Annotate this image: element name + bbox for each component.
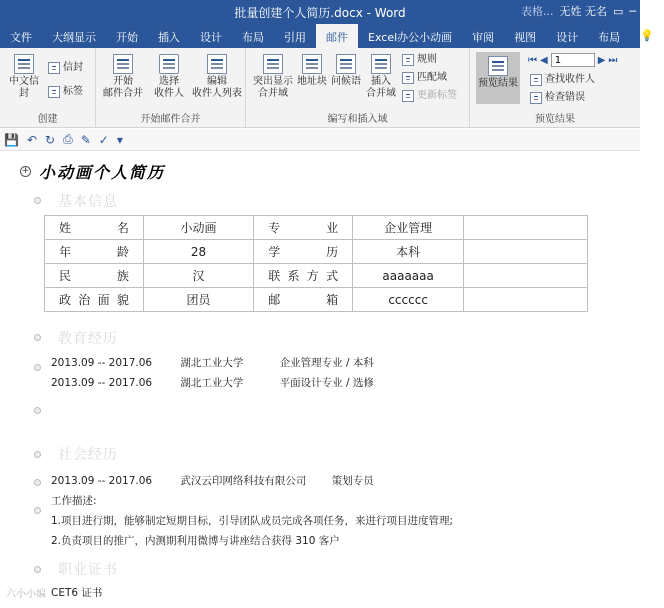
quick-access-toolbar [0, 129, 640, 151]
section-education: 教育经历 [58, 331, 118, 347]
find-icon [530, 74, 542, 86]
table-cell: 企业管理 [353, 216, 464, 240]
section-basic-info: 基本信息 [58, 194, 118, 210]
group-preview-label: 预览结果 [535, 114, 575, 125]
envelope-icon [14, 54, 34, 74]
select-recipients-button[interactable] [148, 54, 190, 100]
outline-bullet[interactable] [34, 507, 41, 514]
insert-label: 插入 [371, 76, 391, 87]
spelling-icon[interactable]: ✓ [98, 132, 109, 147]
document-area[interactable] [0, 152, 640, 608]
table-cell: cccccc [353, 288, 464, 312]
table-cell: 本科 [353, 240, 464, 264]
check-errors-icon [530, 92, 542, 104]
section-social: 社会经历 [58, 447, 118, 463]
tab-table-layout[interactable]: 布局 [598, 31, 621, 44]
education-item [51, 355, 374, 370]
recipients-label: 收件人 [154, 88, 184, 99]
check-errors-button[interactable] [530, 92, 585, 104]
table-cell: 28 [143, 240, 253, 264]
education-major: 平面设计专业 / 选修 [279, 377, 374, 389]
title-bar-right [521, 3, 636, 19]
edit-list-icon [207, 54, 227, 74]
match-fields-label: 匹配域 [417, 72, 447, 83]
minimize-icon[interactable]: ─ [629, 4, 636, 18]
outline-bullet[interactable] [34, 451, 41, 458]
edit-recipient-list-button[interactable] [192, 54, 242, 100]
tab-table-design[interactable]: 设计 [556, 31, 579, 44]
table-row [45, 216, 588, 240]
education-period: 2013.09 -- 2017.06 [51, 357, 153, 369]
title-bar [0, 0, 640, 24]
table-cell: 学历 [254, 240, 353, 264]
group-create-label: 创建 [37, 114, 58, 125]
table-row [45, 264, 588, 288]
insert-merge-field-button[interactable] [364, 54, 398, 100]
table-cell: 邮箱 [254, 288, 353, 312]
education-major: 企业管理专业 / 本科 [279, 357, 374, 369]
section-certificates: 职业证书 [58, 562, 118, 578]
greeting-label: 问候语 [331, 76, 361, 87]
save-icon[interactable]: 💾 [4, 132, 19, 147]
update-labels-button[interactable] [402, 90, 457, 102]
table-row [45, 240, 588, 264]
chinese-envelope-label: 中文信封 [9, 76, 39, 99]
tab-layout[interactable]: 布局 [242, 31, 264, 44]
preview-results-button[interactable] [476, 52, 520, 104]
table-cell [464, 240, 588, 264]
info-table [44, 215, 588, 312]
tab-excel-animation[interactable]: Excel办公小动画 [368, 31, 453, 44]
recipient-list-label: 收件人列表 [192, 88, 242, 99]
work-company: 武汉云印网络科技有限公司 [180, 475, 307, 487]
update-labels-icon [402, 90, 414, 102]
table-cell: 专业 [254, 216, 353, 240]
people-icon [159, 54, 179, 74]
rules-label: 规则 [417, 54, 437, 65]
tell-me-search[interactable]: 表格... [520, 5, 554, 18]
merge-field-label: 合并域 [258, 88, 288, 99]
select-label: 选择 [159, 76, 179, 87]
work-desc-line: 2.负责项目的推广，内测期利用微博与讲座结合获得 310 客户 [51, 535, 340, 547]
greeting-line-button[interactable] [330, 54, 362, 88]
work-item [51, 473, 374, 488]
ribbon-options-icon[interactable]: ▭ [612, 4, 624, 18]
table-cell: 联系方式 [254, 264, 353, 288]
customize-toolbar-icon[interactable]: ▾ [116, 132, 123, 147]
education-school: 湖北工业大学 [180, 357, 244, 369]
previous-record-icon[interactable]: ◀ [540, 54, 548, 66]
record-number-input[interactable] [551, 53, 595, 67]
outline-bullet[interactable] [34, 364, 41, 371]
address-block-button[interactable] [296, 54, 328, 88]
table-cell: aaaaaaa [353, 264, 464, 288]
start-mail-merge-button[interactable] [100, 54, 146, 100]
table-cell: 团员 [143, 288, 253, 312]
table-cell: 小动画 [143, 216, 253, 240]
resume-title: 小动画个人简历 [39, 163, 166, 182]
address-block-icon [302, 54, 322, 74]
preview-icon [488, 56, 508, 76]
start-label: 开始 [113, 76, 133, 87]
tab-review[interactable]: 审阅 [472, 31, 495, 44]
table-row [45, 288, 588, 312]
group-write-insert-label: 编写和插入域 [327, 114, 388, 125]
window-title: 批量创建个人简历.docx - Word [234, 6, 406, 20]
table-cell: 政治面貌 [45, 288, 144, 312]
check-errors-label: 检查错误 [545, 92, 585, 103]
ribbon-tabs [0, 24, 654, 48]
group-create [0, 48, 96, 128]
redo-icon[interactable]: ↻ [45, 132, 56, 147]
tab-outline[interactable]: 大纲显示 [52, 31, 96, 44]
outline-bullet[interactable] [34, 197, 41, 204]
document-heading [20, 160, 165, 183]
table-cell: 汉 [143, 264, 253, 288]
insert-field-icon [371, 54, 391, 74]
tab-home[interactable]: 开始 [116, 31, 138, 44]
record-navigation [528, 53, 617, 67]
labels-label: 标签 [63, 86, 83, 97]
table-cell [464, 216, 588, 240]
expand-collapse-icon[interactable]: + [21, 166, 30, 176]
envelope-label: 信封 [63, 62, 83, 73]
tab-view[interactable]: 视图 [514, 31, 537, 44]
update-labels-label: 更新标签 [417, 90, 457, 101]
edit-label: 编辑 [207, 76, 227, 87]
match-fields-button[interactable] [402, 72, 447, 84]
work-desc-line: 1.项目进行期，能够制定短期目标，引导团队成员完成各项任务，来进行项目进度管理; [51, 515, 454, 527]
table-cell: 姓名 [45, 216, 144, 240]
tab-file[interactable]: 文件 [10, 31, 32, 44]
labels-button[interactable] [48, 86, 83, 98]
highlight-icon [263, 54, 283, 74]
highlight-label: 突出显示 [253, 76, 293, 87]
lightbulb-icon[interactable]: 💡 [640, 29, 654, 42]
certificate-item: CET6 证书 [51, 587, 103, 599]
rules-icon [402, 54, 414, 66]
label-icon [48, 86, 60, 98]
find-recipient-button[interactable] [530, 74, 595, 86]
first-record-icon[interactable]: ⏮ [528, 54, 537, 66]
envelope-small-icon [48, 62, 60, 74]
next-record-icon[interactable]: ▶ [597, 54, 606, 66]
tab-design[interactable]: 设计 [200, 31, 222, 44]
match-fields-icon [402, 72, 414, 84]
user-name[interactable]: 无姓 无名 [559, 5, 607, 18]
work-desc-label: 工作描述: [51, 495, 97, 507]
work-period: 2013.09 -- 2017.06 [51, 475, 153, 487]
last-record-icon[interactable]: ⏭ [608, 54, 618, 66]
undo-icon[interactable]: ↶ [26, 132, 38, 147]
work-role: 策划专员 [331, 475, 374, 487]
group-start-merge-label: 开始邮件合并 [140, 114, 201, 125]
mail-merge-label: 邮件合并 [103, 88, 143, 99]
outline-bullet[interactable] [34, 334, 41, 341]
education-item [51, 375, 374, 390]
education-school: 湖北工业大学 [180, 377, 244, 389]
insert-merge-field-label: 合并域 [366, 88, 396, 99]
address-block-label: 地址块 [297, 76, 327, 87]
envelope-button[interactable] [48, 62, 83, 74]
highlight-merge-fields-button[interactable] [252, 54, 294, 100]
document-icon [113, 54, 133, 74]
preview-results-label: 预览结果 [478, 78, 518, 89]
outline-bullet[interactable] [34, 407, 41, 414]
format-painter-icon[interactable]: ✎ [80, 132, 91, 147]
print-preview-icon[interactable]: ⎙ [63, 132, 73, 146]
greeting-icon [336, 54, 356, 74]
table-cell: 民族 [45, 264, 144, 288]
outline-bullet[interactable] [34, 566, 41, 573]
tab-mailings[interactable]: 邮件 [316, 24, 358, 48]
tab-insert[interactable]: 插入 [158, 31, 180, 44]
find-recipient-label: 查找收件人 [545, 74, 595, 85]
chinese-envelope-button[interactable] [6, 54, 42, 100]
table-cell [464, 288, 588, 312]
tab-references[interactable]: 引用 [284, 31, 306, 44]
ribbon [0, 48, 640, 128]
watermark: 六小小编 [6, 589, 46, 600]
education-period: 2013.09 -- 2017.06 [51, 377, 153, 389]
group-write-insert [246, 48, 470, 128]
rules-button[interactable] [402, 54, 437, 66]
group-start-merge [96, 48, 246, 128]
table-cell: 年龄 [45, 240, 144, 264]
table-cell [464, 264, 588, 288]
outline-bullet[interactable] [34, 479, 41, 486]
